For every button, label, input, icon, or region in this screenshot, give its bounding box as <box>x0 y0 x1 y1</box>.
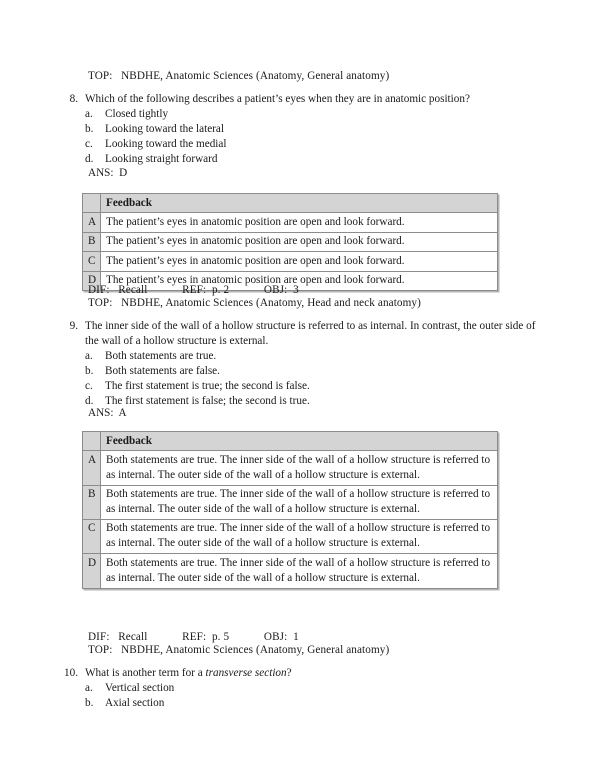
question-10-text <box>85 666 540 681</box>
question-10-number: 10. <box>64 667 78 679</box>
option-c[interactable] <box>85 137 540 152</box>
question-8-feedback-table <box>82 193 498 291</box>
feedback-header-label: Feedback <box>101 432 498 451</box>
feedback-row-letter: C <box>83 252 101 271</box>
question-9-number: 9. <box>69 320 78 332</box>
question-8-stem <box>60 92 540 107</box>
table-row <box>83 252 498 271</box>
question-8-text: Which of the following describes a patient’s eyes when they are in anatomic position? <box>85 93 470 105</box>
option-a-text: Vertical section <box>105 681 175 694</box>
question-9-block <box>60 319 540 409</box>
table-row <box>83 451 498 485</box>
option-a-text: Both statements are true. <box>105 349 217 362</box>
option-b[interactable] <box>85 696 540 711</box>
question-9-text: The inner side of the wall of a hollow structure is referred to as internal. In contrast, the outer side of the wall of a hollow structure is external. <box>85 320 536 347</box>
option-c-text: Looking toward the medial <box>105 138 227 151</box>
question-9-options <box>60 349 540 409</box>
option-d-text: The first statement is false; the second is true. <box>105 395 310 408</box>
table-row <box>83 519 498 553</box>
option-a-letter: a. <box>85 681 93 694</box>
question-9-answer: ANS: A <box>88 407 127 419</box>
feedback-header-blank-cell <box>83 194 101 213</box>
feedback-row-text: The patient’s eyes in anatomic position are open and look forward. <box>101 213 498 232</box>
option-a[interactable] <box>85 349 540 364</box>
feedback-row-letter: B <box>83 232 101 251</box>
feedback-row-text: Both statements are true. The inner side of the wall of a hollow structure is referred to as internal. The outer side of the wall of a hollow structure is external. <box>101 451 498 485</box>
option-a-letter: a. <box>85 349 93 362</box>
question-10-block <box>60 666 540 711</box>
option-a[interactable] <box>85 107 540 122</box>
feedback-row-text: The patient’s eyes in anatomic position are open and look forward. <box>101 252 498 271</box>
feedback-row-letter: C <box>83 519 101 553</box>
feedback-header-blank-cell <box>83 432 101 451</box>
option-b[interactable] <box>85 364 540 379</box>
option-d[interactable] <box>85 152 540 167</box>
question-10-text-before: What is another term for a <box>85 667 206 679</box>
option-c-letter: c. <box>85 138 93 151</box>
table-row <box>83 554 498 588</box>
option-c-letter: c. <box>85 380 93 392</box>
feedback-row-letter: A <box>83 451 101 485</box>
question-8-dif-line: DIF: Recall REF: p. 2 OBJ: 3 <box>88 284 299 296</box>
top-metadata-line-continuation: TOP: NBDHE, Anatomic Sciences (Anatomy, General anatomy) <box>88 70 390 82</box>
feedback-row-letter: D <box>83 554 101 588</box>
option-d-letter: d. <box>85 395 94 408</box>
feedback-row-text: Both statements are true. The inner side of the wall of a hollow structure is referred to as internal. The outer side of the wall of a hollow structure is external. <box>101 519 498 553</box>
option-c[interactable] <box>85 379 540 394</box>
question-8-top-line: TOP: NBDHE, Anatomic Sciences (Anatomy, Head and neck anatomy) <box>88 297 421 309</box>
question-10-text-after: ? <box>286 667 292 679</box>
option-a-letter: a. <box>85 107 93 120</box>
option-d[interactable] <box>85 394 540 409</box>
feedback-row-text: The patient’s eyes in anatomic position are open and look forward. <box>101 232 498 251</box>
feedback-row-letter: D <box>83 271 101 290</box>
question-9-feedback-table <box>82 431 498 589</box>
question-8-answer: ANS: D <box>88 167 128 179</box>
feedback-row-text: Both statements are true. The inner side of the wall of a hollow structure is referred to as internal. The outer side of the wall of a hollow structure is external. <box>101 485 498 519</box>
question-9-stem <box>60 319 540 349</box>
option-b-letter: b. <box>85 123 94 135</box>
question-8-number: 8. <box>69 93 78 105</box>
question-8-block <box>60 92 540 167</box>
question-8-options <box>60 107 540 167</box>
feedback-row-text: Both statements are true. The inner side of the wall of a hollow structure is referred to as internal. The outer side of the wall of a hollow structure is external. <box>101 554 498 588</box>
question-10-stem <box>60 666 540 681</box>
option-d-letter: d. <box>85 153 94 166</box>
option-b-text: Both statements are false. <box>105 364 220 377</box>
feedback-table-header-row <box>83 194 498 213</box>
feedback-table-header-row <box>83 432 498 451</box>
feedback-row-text: The patient’s eyes in anatomic position are open and look forward. <box>101 271 498 290</box>
option-a[interactable] <box>85 681 540 696</box>
option-b-letter: b. <box>85 697 94 709</box>
table-row <box>83 232 498 251</box>
question-9-dif-line: DIF: Recall REF: p. 5 OBJ: 1 <box>88 631 299 643</box>
table-row <box>83 213 498 232</box>
option-b-text: Looking toward the lateral <box>105 123 224 135</box>
question-10-options <box>60 681 540 711</box>
option-d-text: Looking straight forward <box>105 153 218 166</box>
feedback-header-label: Feedback <box>101 194 498 213</box>
option-b-text: Axial section <box>105 697 165 709</box>
option-c-text: The first statement is true; the second is false. <box>105 380 310 392</box>
option-a-text: Closed tightly <box>105 107 169 120</box>
feedback-row-letter: A <box>83 213 101 232</box>
feedback-row-letter: B <box>83 485 101 519</box>
question-10-italic-term: transverse section <box>205 667 287 679</box>
option-b-letter: b. <box>85 364 94 377</box>
question-9-top-line: TOP: NBDHE, Anatomic Sciences (Anatomy, General anatomy) <box>88 644 390 656</box>
table-row <box>83 485 498 519</box>
option-b[interactable] <box>85 122 540 137</box>
